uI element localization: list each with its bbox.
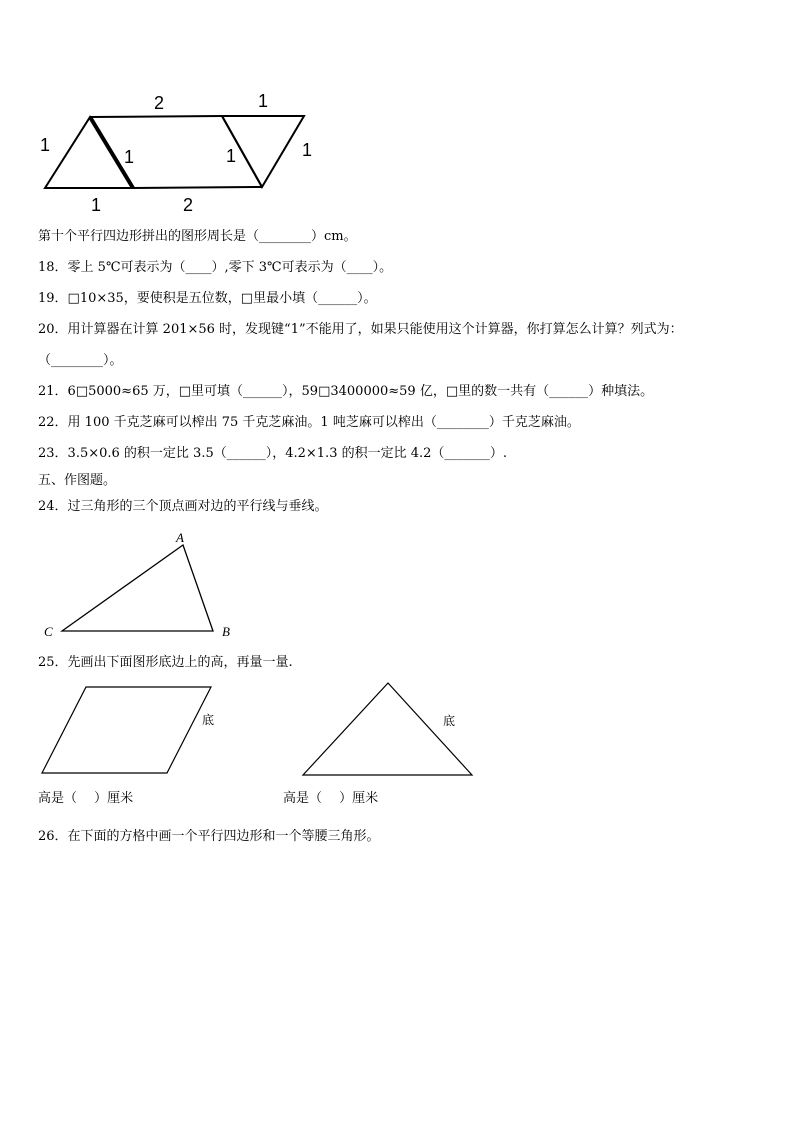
left-triangle [45,117,133,188]
q25-triangle [303,683,472,775]
q25-triangle-figure [295,678,480,780]
question-18: 18．零上 5℃可表示为（____）,零下 3℃可表示为（____）。 [38,260,393,275]
section-heading-drawing: 五、作图题。 [38,473,117,488]
question-19: 19．□10×35，要使积是五位数，□里最小填（______）。 [38,291,377,306]
question-26: 26．在下面的方格中画一个平行四边形和一个等腰三角形。 [38,829,380,844]
triangle-abc-figure [30,528,250,643]
vertex-a-label: A [176,530,184,545]
middle-parallelogram-top [90,116,222,117]
q25-parallelogram-figure [30,680,230,780]
triangle-abc [62,545,213,631]
question-20: 20．用计算器在计算 201×56 时，发现键“1”不能用了，如果只能使用这个计算器，你打算怎么计算？列式为： [38,322,683,337]
label-bold-1: 1 [124,147,135,167]
question-24: 24．过三角形的三个顶点画对边的平行线与垂线。 [38,499,328,514]
q25-answer-parallelogram: 高是（ ）厘米 [38,791,134,806]
question-22: 22．用 100 千克芝麻可以榨出 75 千克芝麻油。1 吨芝麻可以榨出（________）千克芝麻油。 [38,415,580,430]
label-left-1: 1 [40,135,51,155]
question-20-answer: （________）。 [38,353,123,368]
parallelogram-composite-figure [0,85,330,215]
middle-parallelogram-bottom [133,187,262,188]
question-25: 25．先画出下面图形底边上的高，再量一量. [38,655,293,670]
label-bottom-1: 1 [91,195,102,215]
label-top-2: 2 [154,93,165,113]
q25-parallelogram [42,687,211,773]
label-bottom-2: 2 [183,195,194,215]
q17-continuation: 第十个平行四边形拼出的图形周长是（________）cm。 [38,229,357,244]
base-label-triangle: 底 [443,714,456,728]
vertex-c-label: C [44,624,53,639]
question-23: 23．3.5×0.6 的积一定比 3.5（______），4.2×1.3 的积一定比 4.2（_______）. [38,446,508,461]
vertex-b-label: B [222,624,230,639]
label-mid-1: 1 [226,146,237,166]
q25-answer-triangle: 高是（ ）厘米 [283,791,379,806]
question-21: 21．6□5000≈65 万，□里可填（______），59□3400000≈59 亿，□里的数一共有（______）种填法。 [38,384,654,399]
base-label-parallelogram: 底 [202,713,215,727]
label-right-1: 1 [302,140,313,160]
label-top-1: 1 [258,91,269,111]
